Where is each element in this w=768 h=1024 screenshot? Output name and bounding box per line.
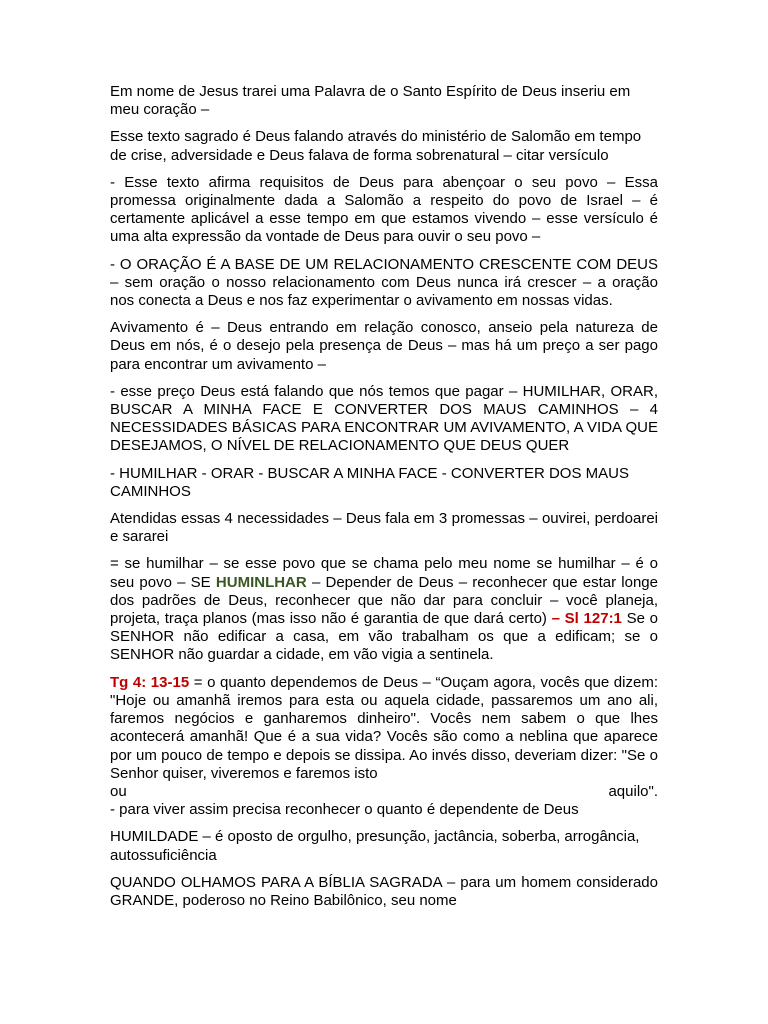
james-aquilo: aquilo". (608, 782, 658, 800)
humble-keyword: HUMINLHAR (215, 573, 307, 591)
paragraph-humble (110, 555, 658, 664)
james-spaced-line (110, 783, 658, 801)
james-text: = o quanto dependemos de Deus – “Ouçam agora, vocês que dizem: "Hoje ou amanhã iremos para esta ou aquela cidade, passaremos um ano ali, faremos negócios e ganharemos dinheiro". Vocês nem sabem o que lhes acontecerá amanhã! Que é a sua vida? Vocês são como a neblina que aparece por um pouco de tempo e depois se dissipa. Ao invés disso, deveriam dizer: "Se o Senhor quiser, viveremos e faremos isto (110, 673, 658, 782)
james-conclusion: - para viver assim precisa reconhecer o quanto é dependente de Deus (110, 801, 579, 819)
paragraph-price: - esse preço Deus está falando que nós temos que pagar – HUMILHAR, ORAR, BUSCAR A MINHA FACE E CONVERTER DOS MAUS CAMINHOS – 4 NECESSIDADES BÁSICAS PARA ENCONTRAR UM AVIVAMENTO, A VIDA QUE DESEJAMOS, O NÍVEL DE RELACIONAMENTO QUE DEUS QUER (110, 382, 658, 455)
paragraph-promises: Atendidas essas 4 necessidades – Deus fala em 3 promessas – ouvirei, perdoarei e sararei (110, 510, 658, 546)
paragraph-bible: QUANDO OLHAMOS PARA A BÍBLIA SAGRADA – para um homem considerado GRANDE, poderoso no Reino Babilônico, seu nome (110, 873, 658, 909)
paragraph-humility: HUMILDADE – é oposto de orgulho, presunção, jactância, soberba, arrogância, autossuficiência (110, 828, 640, 864)
paragraph-intro: Em nome de Jesus trarei uma Palavra de o Santo Espírito de Deus inseriu em meu coração – (110, 83, 631, 119)
paragraph-james (110, 674, 658, 820)
paragraph-revival: Avivamento é – Deus entrando em relação conosco, anseio pela natureza de Deus em nós, é o desejo pela presença de Deus – mas há um preço a ser pago para encontrar um avivamento – (110, 319, 658, 373)
humble-text-3: Se o SENHOR não edificar a casa, em vão trabalham os que a edificam; se o SENHOR não guardar a cidade, em vão vigia a sentinela. (110, 610, 658, 664)
psalm-reference: – Sl 127:1 (551, 610, 622, 628)
humble-text-1: = se humilhar – se esse povo que se chama pelo meu nome se humilhar – é o seu povo – SE (110, 555, 658, 591)
paragraph-sacred-text: Esse texto sagrado é Deus falando através do ministério de Salomão em tempo de crise, adversidade e Deus falava de forma sobrenatural – citar versículo (110, 128, 642, 164)
paragraph-prayer: - O ORAÇÃO É A BASE DE UM RELACIONAMENTO CRESCENTE COM DEUS – sem oração o nosso relacionamento com Deus nunca irá crescer – a oração nos conecta a Deus e nos faz experimentar o avivamento em nossas vidas. (110, 255, 658, 310)
paragraph-requirements: - Esse texto afirma requisitos de Deus para abençoar o seu povo – Essa promessa originalmente dada a Salomão a respeito do povo de Israel – é certamente aplicável a esse tempo em que estamos vivendo – esse versículo é uma alta expressão da vontade de Deus para ouvir o seu povo – (110, 173, 658, 246)
james-reference: Tg 4: 13-15 (110, 673, 190, 691)
james-ou: ou (110, 782, 127, 800)
humble-text-2: – Depender de Deus – reconhecer que estar longe dos padrões de Deus, reconhecer que não dar para concluir – você planeja, projeta, traça planos (mas isso não é garantia de que dará certo) (110, 573, 658, 628)
paragraph-four-steps: - HUMILHAR - ORAR - BUSCAR A MINHA FACE - CONVERTER DOS MAUS CAMINHOS (110, 464, 629, 500)
james-main (110, 674, 658, 783)
